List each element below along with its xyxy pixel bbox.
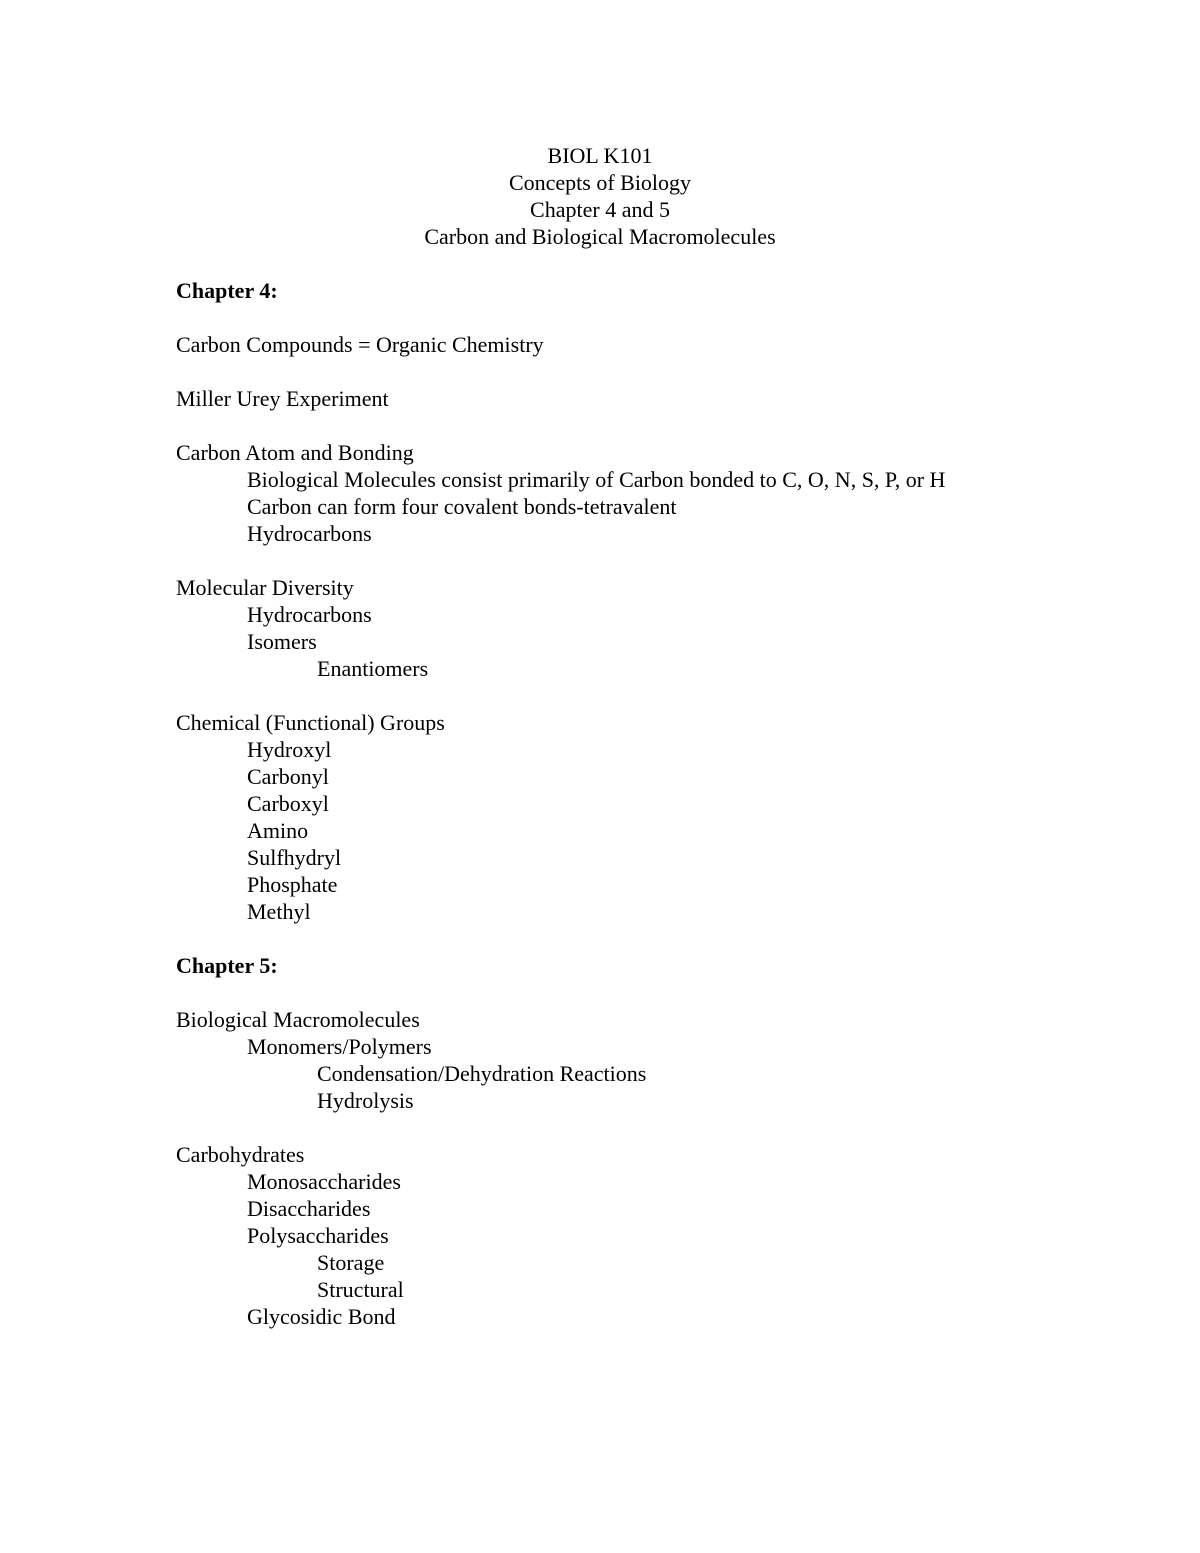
outline-subitem: Sulfhydryl bbox=[247, 845, 342, 870]
outline-subitem: Isomers bbox=[247, 629, 317, 654]
outline-section-title: Molecular Diversity bbox=[176, 575, 354, 600]
outline-subitem: Biological Molecules consist primarily of Carbon bonded to C, O, N, S, P, or H bbox=[247, 467, 946, 492]
outline-subsubitem: Enantiomers bbox=[317, 656, 429, 681]
outline-subsubitem: Storage bbox=[317, 1250, 385, 1275]
outline-subitem: Amino bbox=[247, 818, 309, 843]
outline-body bbox=[176, 277, 1126, 1330]
outline-subitem: Monomers/Polymers bbox=[247, 1034, 432, 1059]
outline-section-title: Chemical (Functional) Groups bbox=[176, 710, 445, 735]
outline-subitem: Disaccharides bbox=[247, 1196, 371, 1221]
outline-subitem: Hydrocarbons bbox=[247, 602, 372, 627]
chapter-5-heading: Chapter 5: bbox=[176, 953, 278, 978]
title-block bbox=[0, 142, 1200, 250]
outline-subitem: Hydrocarbons bbox=[247, 521, 372, 546]
outline-subitem: Glycosidic Bond bbox=[247, 1304, 396, 1329]
outline-item: Carbon Compounds = Organic Chemistry bbox=[176, 332, 544, 357]
outline-subitem: Carbonyl bbox=[247, 764, 329, 789]
outline-subitem: Hydroxyl bbox=[247, 737, 332, 762]
outline-subitem: Phosphate bbox=[247, 872, 338, 897]
outline-subitem: Methyl bbox=[247, 899, 311, 924]
outline-subsubitem: Structural bbox=[317, 1277, 404, 1302]
outline-subitem: Carbon can form four covalent bonds-tetravalent bbox=[247, 494, 677, 519]
outline-subsubitem: Condensation/Dehydration Reactions bbox=[317, 1061, 647, 1086]
course-name: Concepts of Biology bbox=[508, 170, 692, 195]
chapter-4-heading: Chapter 4: bbox=[176, 278, 278, 303]
outline-section-title: Biological Macromolecules bbox=[176, 1007, 420, 1032]
outline-section-title: Carbon Atom and Bonding bbox=[176, 440, 414, 465]
outline-subitem: Carboxyl bbox=[247, 791, 329, 816]
outline-subitem: Polysaccharides bbox=[247, 1223, 389, 1248]
course-code: BIOL K101 bbox=[547, 143, 653, 168]
outline-subitem: Monosaccharides bbox=[247, 1169, 401, 1194]
outline-section-title: Carbohydrates bbox=[176, 1142, 305, 1167]
topic-title: Carbon and Biological Macromolecules bbox=[424, 224, 776, 249]
chapter-range: Chapter 4 and 5 bbox=[530, 197, 670, 222]
outline-item: Miller Urey Experiment bbox=[176, 386, 389, 411]
outline-subsubitem: Hydrolysis bbox=[317, 1088, 414, 1113]
